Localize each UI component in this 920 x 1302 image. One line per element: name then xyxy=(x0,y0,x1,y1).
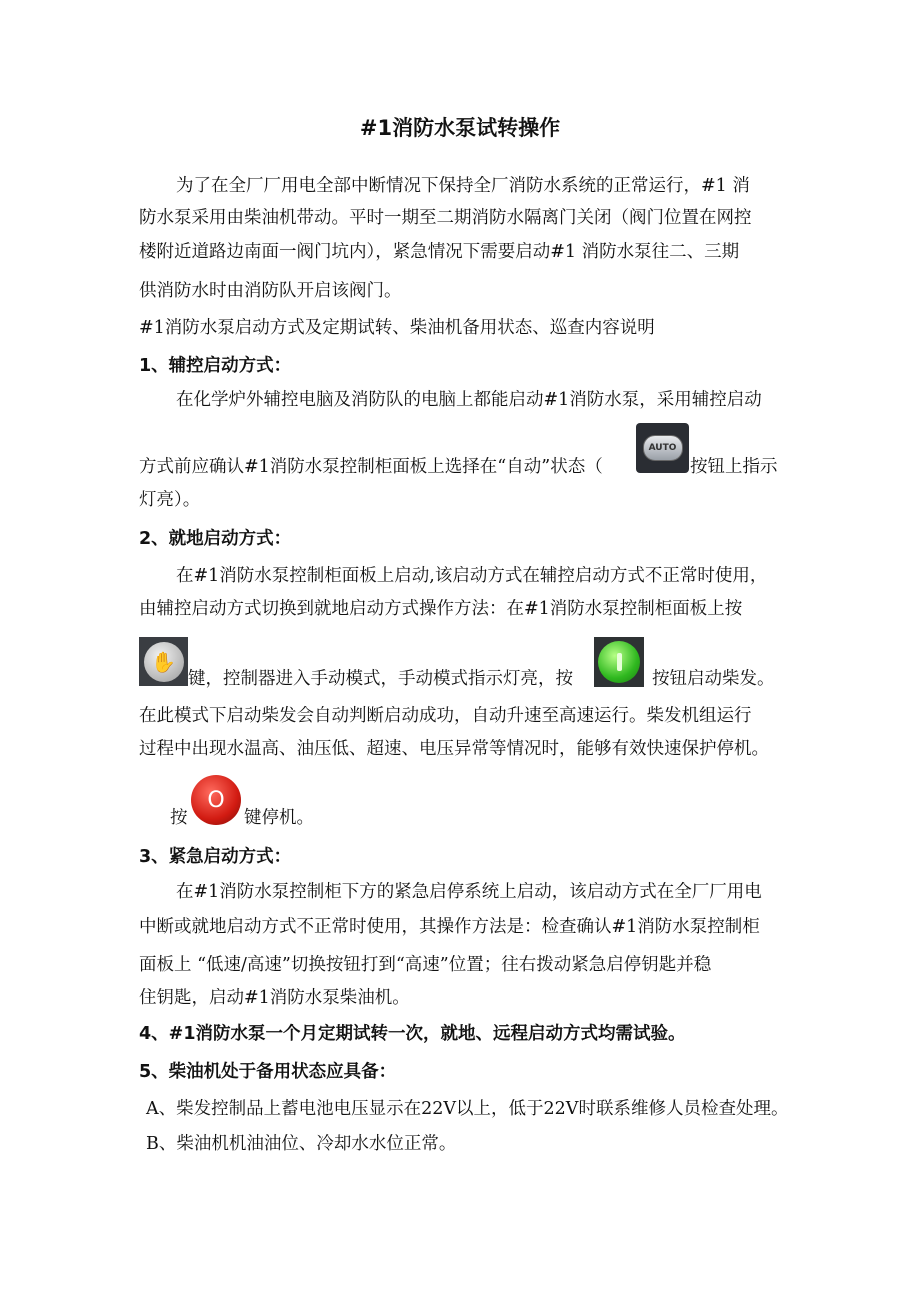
section-4-heading: 4、#1消防水泵一个月定期试转一次，就地、远程启动方式均需试验。 xyxy=(139,1024,686,1044)
intro-line-4: 供消防水时由消防队开启该阀门。 xyxy=(139,281,402,301)
s1-line-1: 在化学炉外辅控电脑及消防队的电脑上都能启动#1消防水泵，采用辅控启动 xyxy=(176,390,762,410)
s2-line-3a: 键，控制器进入手动模式，手动模式指示灯亮，按 xyxy=(188,669,573,689)
page-title: #1消防水泵试转操作 xyxy=(359,116,561,140)
s2-line-3b: 按钮启动柴发。 xyxy=(652,669,775,689)
hand-button-icon xyxy=(139,637,188,686)
s5-item-b: B、柴油机机油油位、冷却水水位正常。 xyxy=(146,1134,457,1154)
s2-line-4: 在此模式下启动柴发会自动判断启动成功，自动升速至高速运行。柴发机组运行 xyxy=(139,706,752,726)
section-3-heading: 3、紧急启动方式： xyxy=(139,847,292,867)
auto-button-label: AUTO xyxy=(643,435,683,461)
s1-line-2b: 按钮上指示 xyxy=(690,457,778,477)
s5-item-a: A、柴发控制品上蓄电池电压显示在22V以上，低于22V时联系维修人员检查处理。 xyxy=(146,1099,789,1119)
stop-button-label: O xyxy=(191,775,241,825)
intro-line-5: #1消防水泵启动方式及定期试转、柴油机备用状态、巡查内容说明 xyxy=(139,318,655,338)
hand-icon: ✋ xyxy=(144,642,184,682)
s3-line-2: 中断或就地启动方式不正常时使用，其操作方法是：检查确认#1消防水泵控制柜 xyxy=(139,917,760,937)
s2-line-6a: 按 xyxy=(170,808,188,828)
s1-line-3: 灯亮）。 xyxy=(139,490,201,510)
start-bar-icon xyxy=(617,653,622,671)
s2-line-6b: 键停机。 xyxy=(244,808,314,828)
intro-line-2: 防水泵采用由柴油机带动。平时一期至二期消防水隔离门关闭（阀门位置在网控 xyxy=(139,208,752,228)
auto-button-icon xyxy=(636,423,689,473)
intro-line-3: 楼附近道路边南面一阀门坑内），紧急情况下需要启动#1 消防水泵往二、三期 xyxy=(139,242,740,262)
s2-line-2: 由辅控启动方式切换到就地启动方式操作方法：在#1消防水泵控制柜面板上按 xyxy=(139,599,743,619)
stop-button-icon xyxy=(188,774,244,826)
section-5-heading: 5、柴油机处于备用状态应具备： xyxy=(139,1062,397,1082)
s2-line-5: 过程中出现水温高、油压低、超速、电压异常等情况时，能够有效快速保护停机。 xyxy=(139,739,769,759)
start-button-icon xyxy=(594,637,644,687)
s1-line-2a: 方式前应确认#1消防水泵控制柜面板上选择在“自动”状态（ xyxy=(139,457,603,477)
s3-line-3: 面板上 “低速/高速”切换按钮打到“高速”位置；往右拨动紧急启停钥匙并稳 xyxy=(139,955,712,975)
s3-line-4: 住钥匙，启动#1消防水泵柴油机。 xyxy=(139,988,410,1008)
section-2-heading: 2、就地启动方式： xyxy=(139,529,292,549)
section-1-heading: 1、辅控启动方式： xyxy=(139,356,292,376)
intro-line-1: 为了在全厂厂用电全部中断情况下保持全厂消防水系统的正常运行，#1 消 xyxy=(176,176,750,196)
s3-line-1: 在#1消防水泵控制柜下方的紧急启停系统上启动，该启动方式在全厂厂用电 xyxy=(176,882,762,902)
s2-line-1: 在#1消防水泵控制柜面板上启动,该启动方式在辅控启动方式不正常时使用， xyxy=(176,566,768,586)
